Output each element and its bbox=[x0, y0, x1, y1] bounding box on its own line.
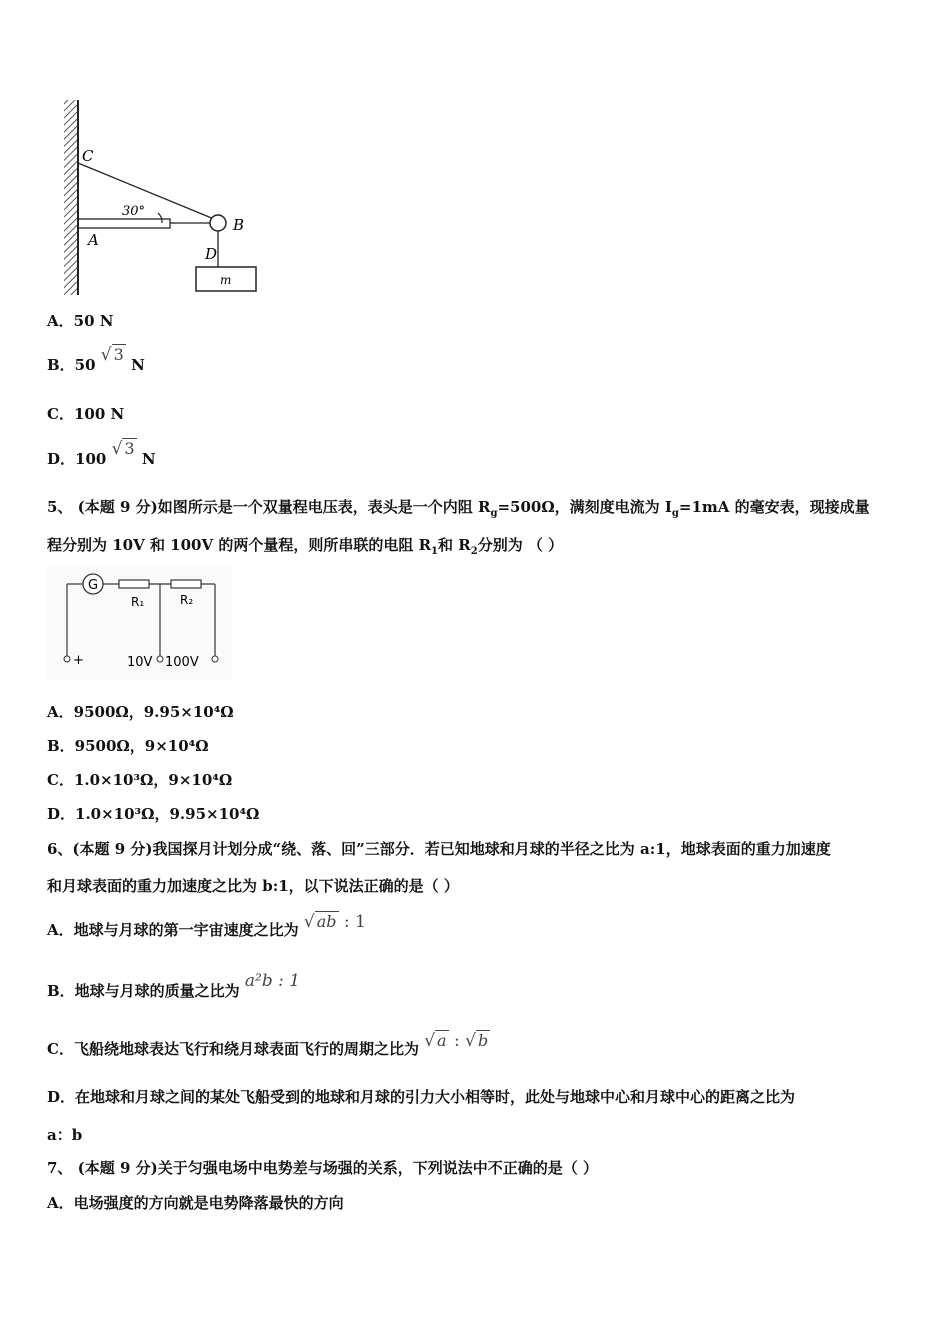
q6-stem-line2: 和月球表面的重力加速度之比为 b:1，以下说法正确的是（ ） bbox=[47, 877, 459, 895]
q4-option-c[interactable]: C．100 N bbox=[47, 405, 125, 423]
wall bbox=[64, 100, 78, 295]
sqrt-expression: √ 3 bbox=[111, 439, 135, 459]
q5-option-a[interactable]: A．9500Ω，9.95×10⁴Ω bbox=[47, 703, 234, 721]
svg-text:10V: 10V bbox=[127, 655, 153, 670]
svg-text:R₁: R₁ bbox=[131, 595, 145, 609]
resistor-r1 bbox=[119, 580, 149, 588]
mass-label: m bbox=[220, 273, 232, 287]
sqrt-expression: √ 3 bbox=[100, 345, 124, 365]
math-expression: a²b : 1 bbox=[244, 971, 301, 991]
svg-text:+: + bbox=[73, 653, 84, 668]
svg-text:G: G bbox=[88, 578, 99, 593]
q5-stem-line2: 程分别为 10V 和 100V 的两个量程，则所串联的电阻 $R_1$和 $R_2$分别为 （ ） bbox=[47, 536, 564, 557]
q5-option-b[interactable]: B．9500Ω，9×10⁴Ω bbox=[47, 737, 209, 755]
q4-option-a[interactable]: A．50 N bbox=[47, 312, 114, 330]
math-expression: √ ab bbox=[303, 912, 337, 932]
q6-option-d-cont: a：b bbox=[47, 1126, 83, 1144]
svg-text:R₂: R₂ bbox=[180, 593, 194, 607]
angle-label: 30° bbox=[122, 204, 146, 219]
q6-option-b[interactable]: B．地球与月球的质量之比为 a²b : 1 bbox=[47, 971, 301, 1000]
pulley-b bbox=[210, 215, 226, 231]
q5-option-d[interactable]: D．1.0×10³Ω，9.95×10⁴Ω bbox=[47, 805, 260, 823]
circuit-diagram bbox=[47, 566, 232, 680]
q6-option-c[interactable]: C．飞船绕地球表达飞行和绕月球表面飞行的周期之比为 √ a : √ b bbox=[47, 1031, 489, 1058]
q6-option-a[interactable]: A．地球与月球的第一宇宙速度之比为 √ ab : 1 bbox=[47, 912, 366, 939]
label-d: D bbox=[205, 245, 218, 263]
q6-option-d[interactable]: D．在地球和月球之间的某处飞船受到的地球和月球的引力大小相等时，此处与地球中心和月球中心的距离之比为 bbox=[47, 1088, 796, 1106]
force-diagram bbox=[58, 95, 268, 300]
rod-ab bbox=[78, 219, 170, 228]
label-b: B bbox=[233, 216, 245, 234]
q4-option-d[interactable]: D．100 √ 3 N bbox=[47, 439, 156, 468]
q5-stem-line1: 5、 (本题 9 分)如图所示是一个双量程电压表，表头是一个内阻 $R_g=500\Omega$，满刻度电流为 $I_g=1mA$ 的毫安表，现接成量 bbox=[47, 498, 870, 519]
label-c: C bbox=[82, 147, 94, 165]
label-a: A bbox=[88, 231, 99, 249]
q7-stem: 7、 (本题 9 分)关于匀强电场中电势差与场强的关系，下列说法中不正确的是（ ） bbox=[47, 1159, 598, 1177]
svg-text:100V: 100V bbox=[165, 655, 199, 670]
q5-option-c[interactable]: C．1.0×10³Ω，9×10⁴Ω bbox=[47, 771, 233, 789]
rope-cb bbox=[78, 163, 214, 219]
q6-stem-line1: 6、(本题 9 分)我国探月计划分成“绕、落、回”三部分．若已知地球和月球的半径之比为 a:1，地球表面的重力加速度 bbox=[47, 840, 831, 858]
math-expression: √ a bbox=[424, 1031, 447, 1051]
q4-option-b[interactable]: B．50 √ 3 N bbox=[47, 345, 145, 374]
resistor-r2 bbox=[171, 580, 201, 588]
q7-option-a[interactable]: A．电场强度的方向就是电势降落最快的方向 bbox=[47, 1194, 344, 1212]
